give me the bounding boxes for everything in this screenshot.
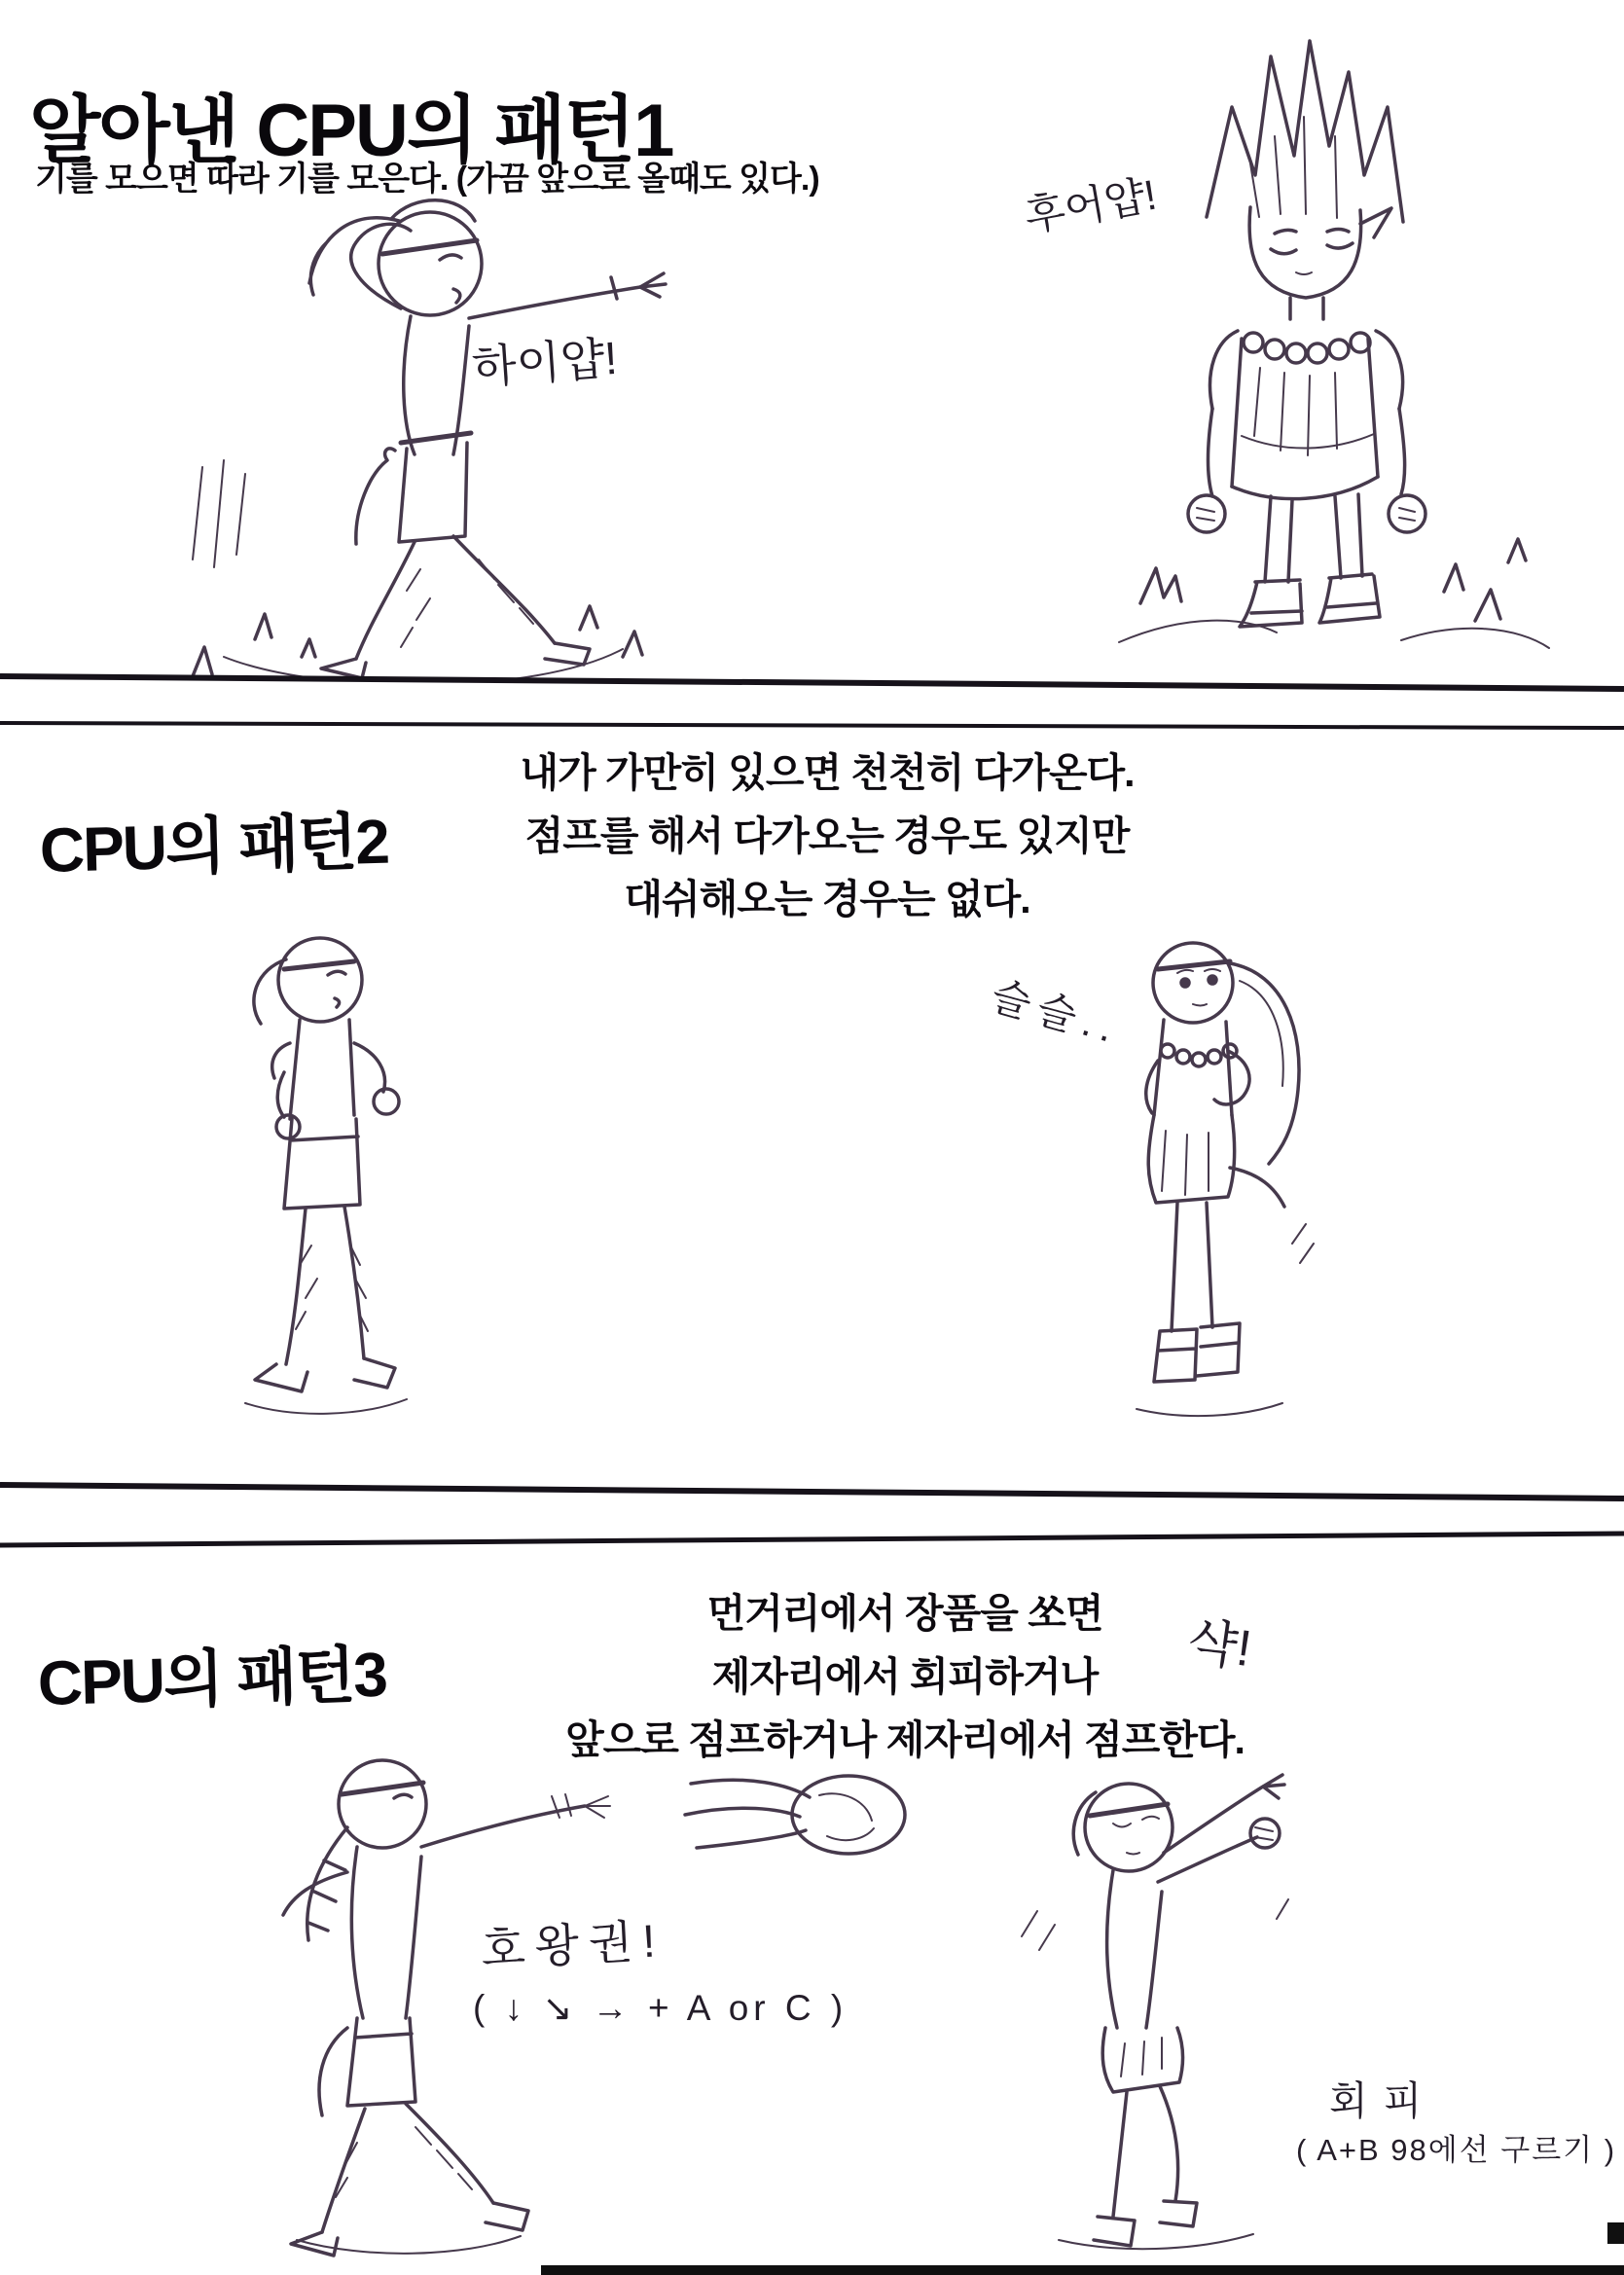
section2-line3: 대쉬해오는 경우는 없다. <box>624 876 1030 921</box>
section3-line2: 제자리에서 회피하거나 <box>711 1653 1099 1699</box>
sfx-dodge-shak: 샥! <box>1184 1612 1255 1679</box>
label-attack-command: ( ↓ ↘ → + A or C ) <box>473 1988 848 2028</box>
section2-description <box>491 741 1163 930</box>
sketch-player-ki-charge <box>78 151 681 681</box>
section1-subtitle: 기를 모으면 따라 기를 모은다. (가끔 앞으로 올때도 있다.) <box>35 161 819 198</box>
speech-cpu-shout: 후어얍! <box>1021 171 1161 241</box>
sketch-player-idle-stance <box>216 924 479 1445</box>
sketch-projectile-fireball <box>681 1747 924 1883</box>
label-dodge-note: ( A+B 98에선 구르기 ) <box>1296 2133 1617 2167</box>
speech-player-shout: 하이얍! <box>470 331 620 394</box>
sketch-cpu-approach <box>1049 922 1331 1443</box>
section1-title: 알아낸 CPU의 패턴1 <box>29 89 673 172</box>
section-divider-1 <box>0 669 1624 738</box>
label-dodge: 회피 <box>1329 2078 1438 2123</box>
scan-edge-artifact-bottom <box>541 2265 1624 2275</box>
section-divider-2 <box>0 1477 1624 1555</box>
label-attack-name: 호왕권! <box>479 1914 667 1975</box>
scan-edge-artifact-corner <box>1607 2222 1624 2244</box>
section3-title: CPU의 패턴3 <box>36 1639 387 1719</box>
section3-line3: 앞으로 점프하거나 제자리에서 점프한다. <box>565 1716 1245 1762</box>
sketch-cpu-dodge <box>981 1734 1341 2269</box>
section3-line1: 먼거리에서 장품을 쏘면 <box>706 1591 1103 1636</box>
note-cpu-approach: 슬슬.. <box>986 972 1127 1053</box>
section2-line2: 점프를 해서 다가오는 경우도 있지만 <box>524 812 1130 858</box>
sketch-cpu-power-up <box>1051 18 1557 665</box>
section2-line1: 내가 가만히 있으면 천천히 다가온다. <box>520 750 1135 795</box>
section2-title: CPU의 패턴2 <box>38 806 389 886</box>
